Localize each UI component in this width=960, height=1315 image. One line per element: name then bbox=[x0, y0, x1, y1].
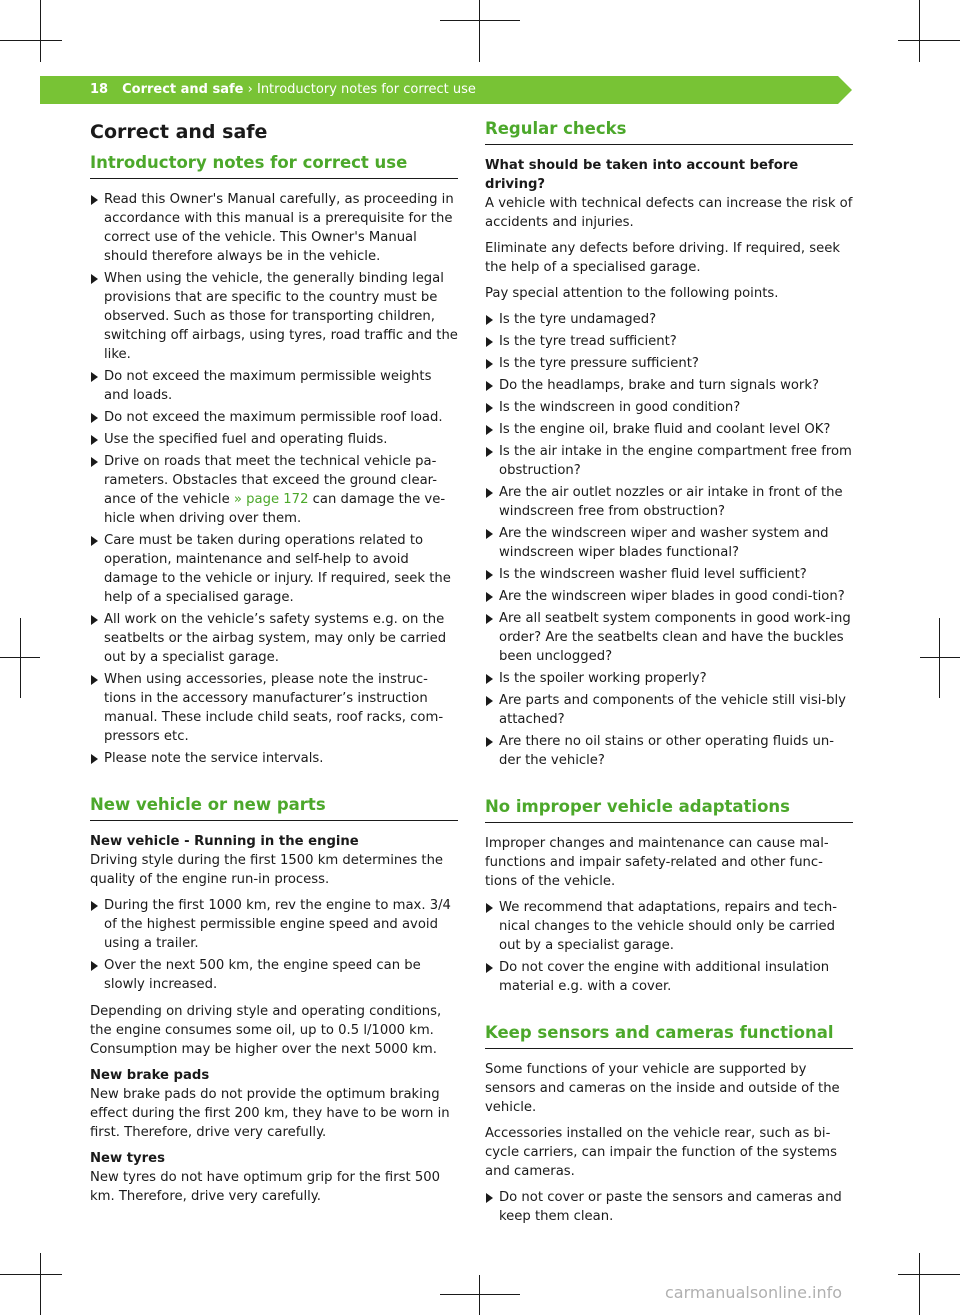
page-number: 18 bbox=[90, 82, 109, 97]
paragraph bbox=[90, 1149, 458, 1206]
paragraph: Improper changes and maintenance can cause mal-functions and impair safety-related and other func-tions of the vehicle. bbox=[485, 836, 829, 889]
chapter-title: Correct and safe bbox=[90, 121, 268, 143]
header-band-arrow-icon bbox=[838, 76, 852, 104]
right-column bbox=[485, 118, 853, 1234]
list-item: We recommend that adaptations, repairs and tech-nical changes to the vehicle should only be carried out by a specialist garage. bbox=[485, 898, 853, 955]
list-item: Read this Owner's Manual carefully, as proceeding in accordance with this manual is a prerequisite for the correct use of the vehicle. This Owner's Manual should therefore always be in the vehicle. bbox=[90, 190, 458, 266]
paragraph: Pay special attention to the following points. bbox=[485, 286, 779, 301]
breadcrumb-separator: › bbox=[247, 82, 253, 97]
paragraph-text: New brake pads do not provide the optimum braking effect during the first 200 km, they have to be worn in first. Therefore, drive very carefully. bbox=[90, 1087, 450, 1140]
left-column bbox=[90, 118, 458, 1213]
list-item: When using accessories, please note the instruc-tions in the accessory manufacturer’s instruction manual. These include child seats, roof racks, com-pressors etc. bbox=[90, 670, 458, 746]
list-item: Is the windscreen in good condition? bbox=[485, 398, 853, 417]
list-item: Do not cover the engine with additional insulation material e.g. with a cover. bbox=[485, 958, 853, 996]
breadcrumb-chapter: Correct and safe bbox=[122, 82, 244, 97]
breadcrumb-section: Introductory notes for correct use bbox=[256, 82, 476, 97]
list-item: Do not exceed the maximum permissible weights and loads. bbox=[90, 367, 458, 405]
paragraph: Accessories installed on the vehicle rear, such as bi-cycle carriers, can impair the function of the systems and cameras. bbox=[485, 1126, 837, 1179]
list-item: Do the headlamps, brake and turn signals work? bbox=[485, 376, 853, 395]
list-item: Is the tyre undamaged? bbox=[485, 310, 853, 329]
paragraph-text: Driving style during the first 1500 km determines the quality of the engine run-in process. bbox=[90, 853, 444, 887]
section-title-regular-checks: Regular checks bbox=[485, 118, 853, 145]
new-vehicle-list bbox=[90, 896, 458, 994]
list-item: Are the windscreen wiper and washer system and windscreen wiper blades functional? bbox=[485, 524, 853, 562]
paragraph-lead: New tyres bbox=[90, 1151, 165, 1166]
list-item: Are the windscreen wiper blades in good condi-tion? bbox=[485, 587, 853, 606]
list-item bbox=[90, 452, 458, 528]
section-title-intro: Introductory notes for correct use bbox=[90, 152, 458, 179]
breadcrumb bbox=[90, 81, 476, 99]
list-item: Use the specified fuel and operating fluids. bbox=[90, 430, 458, 449]
paragraph-text: A vehicle with technical defects can increase the risk of accidents and injuries. bbox=[485, 196, 853, 230]
improper-list bbox=[485, 898, 853, 996]
list-item: Do not cover or paste the sensors and cameras and keep them clean. bbox=[485, 1188, 853, 1226]
paragraph bbox=[90, 832, 458, 889]
list-item: Are all seatbelt system components in good work-ing order? Are the seatbelts clean and have the buckles been unclogged? bbox=[485, 609, 853, 666]
list-item: All work on the vehicle’s safety systems e.g. on the seatbelts or the airbag system, may only be carried out by a specialist garage. bbox=[90, 610, 458, 667]
list-item: Are the air outlet nozzles or air intake in front of the windscreen free from obstruction? bbox=[485, 483, 853, 521]
paragraph: Eliminate any defects before driving. If required, seek the help of a specialised garage. bbox=[485, 241, 841, 275]
paragraph bbox=[485, 156, 853, 232]
list-item: During the first 1000 km, rev the engine to max. 3/4 of the highest permissible engine speed and avoid using a trailer. bbox=[90, 896, 458, 953]
list-item-text: Drive on roads that meet the technical vehicle pa-rameters. Obstacles that exceed the ground clear-ance of the vehicle bbox=[104, 454, 437, 507]
paragraph: Depending on driving style and operating conditions, the engine consumes some oil, up to 0.5 l/1000 km. Consumption may be higher over the next 5000 km. bbox=[90, 1004, 442, 1057]
list-item: Are there no oil stains or other operating fluids un-der the vehicle? bbox=[485, 732, 853, 770]
list-item: Is the windscreen washer fluid level sufficient? bbox=[485, 565, 853, 584]
sensors-list bbox=[485, 1188, 853, 1226]
list-item: Is the tyre tread sufficient? bbox=[485, 332, 853, 351]
paragraph-lead: New brake pads bbox=[90, 1068, 210, 1083]
list-item: Is the spoiler working properly? bbox=[485, 669, 853, 688]
list-item: When using the vehicle, the generally binding legal provisions that are specific to the country must be observed. Such as those for transporting children, switching off airbags, using tyres, road traffic and the like. bbox=[90, 269, 458, 364]
paragraph-text: New tyres do not have optimum grip for the first 500 km. Therefore, drive very carefully. bbox=[90, 1170, 441, 1204]
paragraph bbox=[90, 1066, 458, 1142]
list-item: Is the engine oil, brake fluid and coolant level OK? bbox=[485, 420, 853, 439]
list-item-text: can damage the ve-hicle when driving over them. bbox=[104, 492, 446, 526]
paragraph: Some functions of your vehicle are supported by sensors and cameras on the inside and outside of the vehicle. bbox=[485, 1062, 840, 1115]
intro-list bbox=[90, 190, 458, 768]
list-item: Do not exceed the maximum permissible roof load. bbox=[90, 408, 458, 427]
list-item: Are parts and components of the vehicle still visi-bly attached? bbox=[485, 691, 853, 729]
paragraph-lead: What should be taken into account before driving? bbox=[485, 158, 799, 192]
list-item: Is the air intake in the engine compartment free from obstruction? bbox=[485, 442, 853, 480]
paragraph-lead: New vehicle - Running in the engine bbox=[90, 834, 359, 849]
list-item: Please note the service intervals. bbox=[90, 749, 458, 768]
section-title-improper-adaptations: No improper vehicle adaptations bbox=[485, 796, 853, 823]
section-title-new-vehicle: New vehicle or new parts bbox=[90, 794, 458, 821]
section-title-sensors: Keep sensors and cameras functional bbox=[485, 1022, 853, 1049]
list-item: Over the next 500 km, the engine speed can be slowly increased. bbox=[90, 956, 458, 994]
watermark: carmanualsonline.info bbox=[665, 1283, 843, 1302]
list-item: Care must be taken during operations related to operation, maintenance and self-help to avoid damage to the vehicle or injury. If required, seek the help of a specialised garage. bbox=[90, 531, 458, 607]
page-link[interactable]: » page 172 bbox=[233, 492, 309, 507]
list-item: Is the tyre pressure sufficient? bbox=[485, 354, 853, 373]
regular-checks-list bbox=[485, 310, 853, 770]
